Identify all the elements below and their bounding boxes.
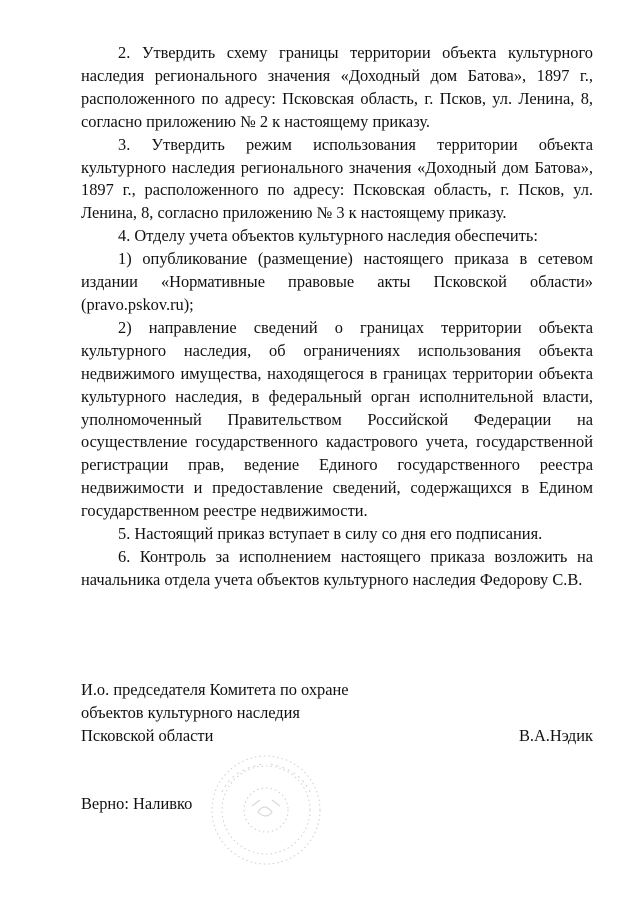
paragraph-item-3: 3. Утвердить режим использования территории объекта культурного наследия регионального значения «Доходный дом Батова», 1897 г., расположенного по адресу: Псковская область, г. Псков, ул. Ленина, 8, согласно приложению № 3 к настоящему приказу. (81, 134, 593, 223)
signatory-title-line-1: И.о. председателя Комитета по охране (81, 680, 349, 699)
paragraph-subitem-1: 1) опубликование (размещение) настоящего приказа в сетевом издании «Нормативные правовые акты Псковской области» (pravo.pskov.ru); (81, 249, 593, 314)
paragraph-item-6: 6. Контроль за исполнением настоящего приказа возложить на начальника отдела учета объектов культурного наследия Федорову С.В. (81, 546, 593, 589)
paragraph-item-5: 5. Настоящий приказ вступает в силу со дня его подписания. (118, 524, 543, 544)
paragraph-subitem-2: 2) направление сведений о границах территории объекта культурного наследия, об ограничениях использования объекта недвижимого имущества, находящегося в границах территории объекта культурного наследия, в федеральный орган исполнительной власти, уполномоченный Правительством Российской Федерации на осуществление государственного кадастрового учета, государственной регистрации прав, ведение Единого государственного реестра недвижимости и предоставление сведений, содержащихся в Едином государственном реестре недвижимости. (81, 317, 593, 521)
verification-note: Верно: Наливко (81, 794, 193, 813)
signatory-title-line-2: объектов культурного наследия (81, 703, 300, 722)
signatory-title-line-3: Псковской области (81, 726, 214, 745)
signatory-name: В.А.Нэдик (518, 726, 593, 745)
paragraph-item-4: 4. Отделу учета объектов культурного наследия обеспечить: (118, 226, 538, 246)
seal-stamp-icon (200, 752, 330, 870)
signatory-row (81, 724, 593, 747)
signature-block (81, 678, 593, 747)
order-body (81, 42, 593, 592)
paragraph-item-2: 2. Утвердить схему границы территории объекта культурного наследия регионального значения «Доходный дом Батова», 1897 г., расположенного по адресу: Псковская область, г. Псков, ул. Ленина, 8, согласно приложению № 2 к настоящему приказу. (81, 43, 593, 131)
